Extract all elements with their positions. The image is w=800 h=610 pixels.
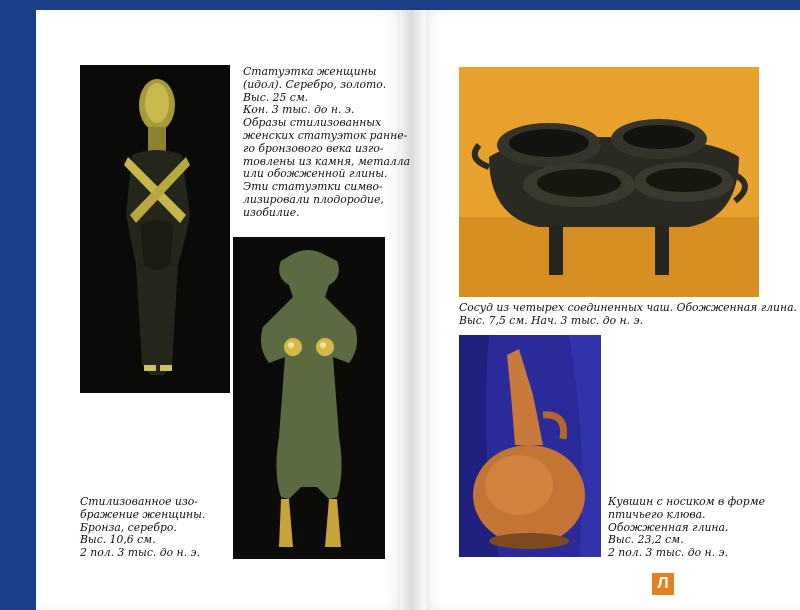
photo-beak-jug (459, 335, 601, 557)
caption-line: лизировали плодородие, (243, 192, 384, 206)
caption-beak-jug (608, 496, 765, 560)
caption-line: Сосуд из четырех соединенных чаш. Обожженная глина. (459, 301, 797, 314)
caption-line: Образы стилизованных (243, 116, 382, 130)
caption-line: товлены из камня, металла (243, 154, 411, 168)
caption-line: или обожженной глины. (243, 167, 388, 181)
caption-line: (идол). Серебро, золото. (243, 77, 387, 91)
caption-line: женских статуэток ранне- (243, 128, 408, 142)
caption-line: го бронзового века изго- (243, 141, 384, 155)
caption-line: Выс. 7,5 см. Нач. 3 тыс. до н. э. (459, 313, 644, 327)
caption-line: бражение женщины. (80, 507, 206, 521)
caption-line: Кон. 3 тыс. до н. э. (243, 103, 355, 117)
caption-line: Выс. 10,6 см. (80, 533, 156, 547)
caption-line: Эти статуэтки симво- (243, 180, 383, 194)
caption-line: Выс. 23,2 см. (608, 533, 684, 547)
labirint-logo-badge: Л (652, 573, 674, 595)
caption-line: 2 пол. 3 тыс. до н. э. (80, 546, 200, 560)
caption-line: Выс. 25 см. (243, 90, 309, 104)
caption-line: 2 пол. 3 тыс. до н. э. (608, 546, 728, 560)
caption-line: изобилие. (243, 205, 300, 219)
caption-line: птичьего клюва. (608, 507, 706, 521)
caption-line: Бронза, серебро. (80, 520, 177, 534)
caption-line: Обожженная глина. (608, 520, 729, 534)
caption-line: Кувшин с носиком в форме (608, 495, 765, 508)
caption-four-bowl-vessel (459, 302, 797, 328)
photo-four-bowl-vessel (459, 67, 759, 297)
photo-stylized-woman (233, 237, 385, 559)
caption-line: Стилизованное изо- (80, 495, 198, 508)
caption-idol-silver-gold (243, 66, 410, 220)
caption-stylized-woman (80, 496, 205, 560)
caption-line: Статуэтка женщины (243, 65, 377, 78)
photo-idol-silver-gold (80, 65, 230, 393)
